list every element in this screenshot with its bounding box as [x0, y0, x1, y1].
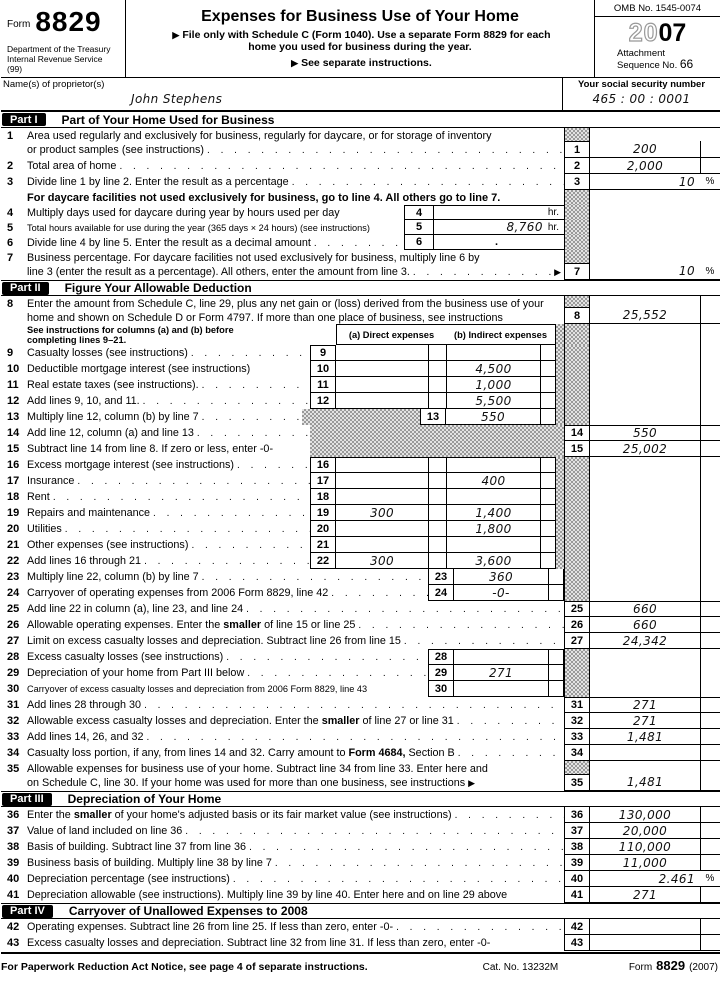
- part-2-tag: Part II: [2, 282, 49, 295]
- line-4-number: 4: [7, 206, 14, 219]
- line-23-value-field[interactable]: 360: [454, 569, 548, 585]
- form-line-39: [1, 855, 720, 871]
- line-13-number: 13: [7, 411, 20, 423]
- line-35-cents-field[interactable]: [700, 774, 720, 791]
- line-9-indirect-field[interactable]: [446, 345, 540, 361]
- daycare-note-row: [1, 190, 720, 205]
- line-7-number: 7: [7, 252, 14, 264]
- line-30-value-field[interactable]: [454, 681, 548, 697]
- line-29-number: 29: [7, 667, 20, 679]
- line-43-number: 43: [7, 937, 20, 949]
- line-28-box: 28: [428, 649, 454, 665]
- form-line-6: [1, 235, 720, 250]
- form-line-2: [1, 158, 720, 174]
- line-38-box: 38: [564, 839, 590, 855]
- line-18-number: 18: [7, 491, 20, 503]
- form-line-22: [1, 553, 720, 569]
- line-31-box: 31: [564, 697, 590, 713]
- line-22-indirect-field[interactable]: 3,600: [446, 553, 540, 569]
- line-25-box: 25: [564, 601, 590, 617]
- form-line-33: [1, 729, 720, 745]
- line-26-value-field[interactable]: 660: [590, 617, 700, 633]
- line-18-box: 18: [310, 489, 336, 505]
- see-instructions-note: See instructions for columns (a) and (b) before completing lines 9–21.: [27, 324, 234, 345]
- line-41-desc: Depreciation allowable (see instructions). Multiply line 39 by line 40. Enter here and on line 29 above: [27, 889, 508, 901]
- line-40-value-field[interactable]: 2.461: [590, 871, 700, 887]
- line-33-cents-field[interactable]: [700, 729, 720, 745]
- line-3-desc: Divide line 1 by line 2. Enter the result as a percentage . . .: [27, 176, 564, 188]
- line-14-number: 14: [7, 427, 20, 439]
- form-line-21: [1, 537, 720, 553]
- form-line-34: [1, 745, 720, 761]
- line-36-desc: Enter the smaller of your home's adjusted basis or its fair market value (see instructions) . . .: [27, 809, 564, 821]
- line-42-desc: Operating expenses. Subtract line 26 from line 25. If less than zero, enter -0- . . .: [27, 921, 564, 933]
- form-line-37: [1, 823, 720, 839]
- line-31-cents-field[interactable]: [700, 697, 720, 713]
- line-15-box: 15: [564, 441, 590, 457]
- form-line-10: [1, 361, 720, 377]
- line-15-value-field[interactable]: 25,002: [590, 441, 700, 457]
- line-26-desc: Allowable operating expenses. Enter the smaller of line 15 or line 25 . . .: [27, 619, 564, 631]
- line-26-number: 26: [7, 619, 20, 631]
- line-14-desc: Add line 12, column (a) and line 13 . . .: [27, 427, 310, 439]
- line-17-box: 17: [310, 473, 336, 489]
- line-25-desc: Add line 22 in column (a), line 23, and line 24 . . .: [27, 603, 564, 615]
- line-10-indirect-field[interactable]: 4,500: [446, 361, 540, 377]
- line-21-indirect-field[interactable]: [446, 537, 540, 553]
- line-25-value-field[interactable]: 660: [590, 601, 700, 617]
- form-line-40: [1, 871, 720, 887]
- line-19-indirect-field[interactable]: 1,400: [446, 505, 540, 521]
- line-27-box: 27: [564, 633, 590, 649]
- part-4-header: [1, 903, 720, 919]
- expense-column-headers: [336, 324, 556, 345]
- line-19-number: 19: [7, 507, 20, 519]
- line-7-desc: Business percentage. For daycare facilities not used exclusively for business, multiply line 6 by line 3 (enter the result as a percentage). All others, enter the amount from line 3. . . . ▶: [27, 250, 564, 280]
- line-3-box: 3: [564, 174, 590, 190]
- line-29-box: 29: [428, 665, 454, 681]
- line-16-box: 16: [310, 457, 336, 473]
- line-19-desc: Repairs and maintenance . . .: [27, 507, 310, 519]
- dept-line1: Department of the Treasury: [7, 44, 111, 54]
- line-8-cents-field[interactable]: [700, 307, 720, 324]
- line-5-number: 5: [7, 221, 14, 234]
- line-2-number: 2: [7, 160, 14, 172]
- line-14-value-field[interactable]: 550: [590, 425, 700, 441]
- line-24-number: 24: [7, 587, 20, 599]
- line-6-number: 6: [7, 236, 14, 249]
- line-27-desc: Limit on excess casualty losses and depreciation. Subtract line 26 from line 15 . . .: [27, 635, 564, 647]
- line-2-cents-field[interactable]: [700, 158, 720, 174]
- ssn-label: Your social security number: [577, 79, 706, 90]
- part-3-header: [1, 791, 720, 807]
- line-15-cents-field[interactable]: [700, 441, 720, 457]
- line-38-value-field[interactable]: 110,000: [590, 839, 700, 855]
- line-31-desc: Add lines 28 through 30 . . .: [27, 699, 564, 711]
- line-10-direct-field[interactable]: [336, 361, 428, 377]
- line-40-box: 40: [564, 871, 590, 887]
- form-line-30: [1, 681, 720, 697]
- line-37-number: 37: [7, 825, 20, 837]
- form-line-27: [1, 633, 720, 649]
- arrow-icon: ▶: [554, 267, 561, 277]
- line-5-desc: Total hours available for use during the year (365 days × 24 hours) (see instructions): [27, 222, 370, 233]
- line-17-desc: Insurance . . .: [27, 475, 310, 487]
- line-19-box: 19: [310, 505, 336, 521]
- form-title-block: [126, 0, 594, 77]
- line-6-value-field[interactable]: .: [434, 235, 564, 250]
- line-14-cents-field[interactable]: [700, 425, 720, 441]
- line-34-value-field[interactable]: [590, 745, 700, 761]
- form-line-43: [1, 935, 720, 951]
- form-footer: [1, 952, 720, 973]
- line-25-cents-field[interactable]: [700, 601, 720, 617]
- form-line-19: [1, 505, 720, 521]
- form-line-23: [1, 569, 720, 585]
- form-line-12: [1, 393, 720, 409]
- line-21-box: 21: [310, 537, 336, 553]
- line-11-indirect-field[interactable]: 1,000: [446, 377, 540, 393]
- form-line-4: [1, 205, 720, 220]
- line-24-value-field[interactable]: -0-: [454, 585, 548, 601]
- line-9-box: 9: [310, 345, 336, 361]
- line-33-desc: Add lines 14, 26, and 32 . . .: [27, 731, 564, 743]
- line-33-box: 33: [564, 729, 590, 745]
- line-9-desc: Casualty losses (see instructions) . . .: [27, 347, 310, 359]
- line-12-number: 12: [7, 395, 20, 407]
- line-13-box: 13: [420, 409, 446, 425]
- line-28-number: 28: [7, 651, 20, 663]
- part-2-title: Figure Your Allowable Deduction: [64, 281, 252, 295]
- line-11-direct-field[interactable]: [336, 377, 428, 393]
- line-43-value-field[interactable]: [590, 935, 700, 951]
- form-line-3: [1, 174, 720, 190]
- line-8-number: 8: [7, 298, 14, 310]
- form-line-42: [1, 919, 720, 935]
- line-36-number: 36: [7, 809, 20, 821]
- line-43-cents-field[interactable]: [700, 935, 720, 951]
- line-13-value-field[interactable]: 550: [446, 409, 540, 425]
- line-20-indirect-field[interactable]: 1,800: [446, 521, 540, 537]
- form-number-block: [1, 0, 126, 77]
- line-34-box: 34: [564, 745, 590, 761]
- form-line-8: [1, 296, 720, 324]
- line-14-box: 14: [564, 425, 590, 441]
- line-23-number: 23: [7, 571, 20, 583]
- line-24-box: 24: [428, 585, 454, 601]
- tax-year: 20 07: [628, 19, 687, 47]
- expense-column-headers-row: [1, 324, 720, 345]
- line-31-value-field[interactable]: 271: [590, 697, 700, 713]
- line-20-number: 20: [7, 523, 20, 535]
- form-line-31: [1, 697, 720, 713]
- form-title: Expenses for Business Use of Your Home: [201, 8, 519, 25]
- form-line-14: [1, 425, 720, 441]
- line-29-value-field[interactable]: 271: [454, 665, 548, 681]
- line-11-desc: Real estate taxes (see instructions). . . .: [27, 379, 310, 391]
- line-17-direct-field[interactable]: [336, 473, 428, 489]
- line-11-box: 11: [310, 377, 336, 393]
- line-1-cents-field[interactable]: [700, 141, 720, 158]
- line-16-direct-field[interactable]: [336, 457, 428, 473]
- proprietor-label: Name(s) of proprietor(s): [3, 79, 105, 90]
- direct-expenses-header: (a) Direct expenses: [348, 329, 435, 340]
- line-15-desc: Subtract line 14 from line 8. If zero or less, enter -0-: [27, 443, 274, 455]
- line-40-percent-sign: %: [700, 871, 720, 887]
- ssn-box: [562, 78, 720, 110]
- line-36-cents-field[interactable]: [700, 807, 720, 823]
- line-32-cents-field[interactable]: [700, 713, 720, 729]
- line-16-number: 16: [7, 459, 20, 471]
- attachment-sequence: Attachment Sequence No. 66: [617, 48, 694, 71]
- form-line-7: [1, 250, 720, 280]
- line-41-cents-field[interactable]: [700, 887, 720, 903]
- line-39-desc: Business basis of building. Multiply line 38 by line 7 . . .: [27, 857, 564, 869]
- line-40-number: 40: [7, 873, 20, 885]
- line-1-desc: Area used regularly and exclusively for business, regularly for daycare, or for storage of inventory or product samples (see instructions) . . .: [27, 128, 564, 158]
- line-31-number: 31: [7, 699, 20, 711]
- line-1-box: 1: [564, 141, 590, 158]
- line-37-desc: Value of land included on line 36 . . .: [27, 825, 564, 837]
- line-20-box: 20: [310, 521, 336, 537]
- line-32-number: 32: [7, 715, 20, 727]
- line-6-desc: Divide line 4 by line 5. Enter the result as a decimal amount . . .: [27, 237, 404, 249]
- line-18-desc: Rent . . .: [27, 491, 310, 503]
- line-37-cents-field[interactable]: [700, 823, 720, 839]
- line-10-desc: Deductible mortgage interest (see instructions): [27, 363, 251, 375]
- dept-line2: Internal Revenue Service (99): [7, 54, 111, 74]
- line-39-cents-field[interactable]: [700, 855, 720, 871]
- line-34-number: 34: [7, 747, 20, 759]
- line-36-box: 36: [564, 807, 590, 823]
- line-40-desc: Depreciation percentage (see instructions) . . .: [27, 873, 564, 885]
- form-line-18: [1, 489, 720, 505]
- line-23-desc: Multiply line 22, column (b) by line 7 . . .: [27, 571, 428, 583]
- line-30-desc: Carryover of excess casualty losses and depreciation from 2006 Form 8829, line 43: [27, 684, 368, 694]
- form-header: [1, 0, 720, 78]
- form-line-35: [1, 761, 720, 791]
- part-3-title: Depreciation of Your Home: [67, 792, 222, 806]
- line-30-box: 30: [428, 681, 454, 697]
- line-22-box: 22: [310, 553, 336, 569]
- line-42-box: 42: [564, 919, 590, 935]
- paperwork-notice: For Paperwork Reduction Act Notice, see page 4 of separate instructions.: [1, 961, 368, 973]
- line-7-value-field[interactable]: 10: [590, 263, 700, 280]
- part-1-header: [1, 112, 720, 128]
- line-2-value-field[interactable]: 2,000: [590, 158, 700, 174]
- line-38-desc: Basis of building. Subtract line 37 from line 36 . . .: [27, 841, 564, 853]
- form-subtitle: ▶ File only with Schedule C (Form 1040). Use a separate Form 8829 for each home you used for business during the year.: [172, 29, 551, 53]
- line-12-direct-field[interactable]: [336, 393, 428, 409]
- line-17-number: 17: [7, 475, 20, 487]
- line-28-value-field[interactable]: [454, 649, 548, 665]
- line-4-box: 4: [404, 205, 434, 220]
- part-1-tag: Part I: [2, 113, 46, 126]
- form-line-20: [1, 521, 720, 537]
- line-43-desc: Excess casualty losses and depreciation. Subtract line 32 from line 31. If less than zero, enter -0-: [27, 937, 491, 949]
- form-line-16: [1, 457, 720, 473]
- line-3-value-field[interactable]: 10: [590, 174, 700, 190]
- line-39-value-field[interactable]: 11,000: [590, 855, 700, 871]
- part-3-tag: Part III: [2, 793, 52, 806]
- line-4-desc: Multiply days used for daycare during year by hours used per day: [27, 206, 340, 219]
- form-line-11: [1, 377, 720, 393]
- line-26-box: 26: [564, 617, 590, 633]
- form-line-13: [1, 409, 720, 425]
- line-39-box: 39: [564, 855, 590, 871]
- line-20-desc: Utilities . . .: [27, 523, 310, 535]
- form-line-24: [1, 585, 720, 601]
- line-11-number: 11: [7, 379, 19, 391]
- line-42-cents-field[interactable]: [700, 919, 720, 935]
- line-41-number: 41: [7, 889, 20, 901]
- line-13-desc: Multiply line 12, column (b) by line 7 . . .: [27, 411, 302, 423]
- line-4-value-field[interactable]: hr.: [434, 205, 564, 220]
- line-28-desc: Excess casualty losses (see instructions) . . .: [27, 651, 428, 663]
- line-36-value-field[interactable]: 130,000: [590, 807, 700, 823]
- line-27-value-field[interactable]: 24,342: [590, 633, 700, 649]
- line-9-direct-field[interactable]: [336, 345, 428, 361]
- line-8-box: 8: [564, 307, 590, 324]
- part-1-title: Part of Your Home Used for Business: [61, 112, 275, 127]
- line-34-cents-field[interactable]: [700, 745, 720, 761]
- line-23-box: 23: [428, 569, 454, 585]
- line-39-number: 39: [7, 857, 20, 869]
- line-22-number: 22: [7, 555, 20, 567]
- line-18-indirect-field[interactable]: [446, 489, 540, 505]
- line-3-percent-sign: %: [700, 174, 720, 190]
- line-30-number: 30: [7, 683, 20, 695]
- line-9-number: 9: [7, 347, 14, 359]
- line-37-value-field[interactable]: 20,000: [590, 823, 700, 839]
- form-line-28: [1, 649, 720, 665]
- arrow-icon: ▶: [291, 58, 299, 68]
- line-2-box: 2: [564, 158, 590, 174]
- line-22-desc: Add lines 16 through 21 . . .: [27, 555, 310, 567]
- line-22-direct-field[interactable]: 300: [336, 553, 428, 569]
- line-18-direct-field[interactable]: [336, 489, 428, 505]
- line-10-number: 10: [7, 363, 20, 375]
- line-32-desc: Allowable excess casualty losses and depreciation. Enter the smaller of line 27 or line 31 . . .: [27, 715, 564, 727]
- line-29-desc: Depreciation of your home from Part III below . . .: [27, 667, 428, 679]
- line-7-box: 7: [564, 263, 590, 280]
- line-20-direct-field[interactable]: [336, 521, 428, 537]
- line-3-number: 3: [7, 176, 14, 188]
- form-line-32: [1, 713, 720, 729]
- line-15-number: 15: [7, 443, 20, 455]
- omb-year-block: [594, 0, 720, 77]
- line-21-number: 21: [7, 539, 20, 551]
- catalog-number: Cat. No. 13232M: [482, 962, 559, 973]
- line-8-desc: Enter the amount from Schedule C, line 29, plus any net gain or (loss) derived from the business use of your home and shown on Schedule D or Form 4797. If more than one place of business, see instructions: [27, 298, 544, 324]
- arrow-icon: ▶: [172, 30, 180, 40]
- line-1-value-field[interactable]: 200: [590, 141, 700, 158]
- form-line-29: [1, 665, 720, 681]
- line-7-percent-sign: %: [700, 263, 720, 280]
- line-1-number: 1: [7, 130, 14, 142]
- form-line-41: [1, 887, 720, 903]
- line-33-value-field[interactable]: 1,481: [590, 729, 700, 745]
- arrow-icon: ▶: [468, 778, 476, 788]
- line-16-desc: Excess mortgage interest (see instructions) . . .: [27, 459, 310, 471]
- form-line-1: [1, 128, 720, 158]
- line-27-cents-field[interactable]: [700, 633, 720, 649]
- line-37-box: 37: [564, 823, 590, 839]
- line-12-box: 12: [310, 393, 336, 409]
- line-38-cents-field[interactable]: [700, 839, 720, 855]
- form-line-38: [1, 839, 720, 855]
- line-10-box: 10: [310, 361, 336, 377]
- proprietor-row: [1, 78, 720, 112]
- line-19-direct-field[interactable]: 300: [336, 505, 428, 521]
- indirect-expenses-header: (b) Indirect expenses: [454, 329, 547, 340]
- part-4-title: Carryover of Unallowed Expenses to 2008: [68, 904, 308, 918]
- line-8-value-field[interactable]: 25,552: [590, 307, 700, 324]
- line-34-desc: Casualty loss portion, if any, from lines 14 and 32. Carry amount to Form 4684, Section B . . .: [27, 747, 564, 759]
- form-number: 8829: [35, 6, 102, 37]
- part-4-tag: Part IV: [2, 905, 53, 918]
- line-5-value-field[interactable]: 8,760 hr.: [434, 220, 564, 235]
- line-42-number: 42: [7, 921, 20, 933]
- proprietor-name-field[interactable]: John Stephens: [131, 92, 223, 106]
- see-instructions: ▶ See separate instructions.: [291, 57, 432, 69]
- line-21-direct-field[interactable]: [336, 537, 428, 553]
- line-41-value-field[interactable]: 271: [590, 887, 700, 903]
- line-21-desc: Other expenses (see instructions) . . .: [27, 539, 310, 551]
- line-16-indirect-field[interactable]: [446, 457, 540, 473]
- line-33-number: 33: [7, 731, 20, 743]
- omb-number: OMB No. 1545-0074: [595, 0, 720, 17]
- line-27-number: 27: [7, 635, 20, 647]
- line-43-box: 43: [564, 935, 590, 951]
- line-6-box: 6: [404, 235, 434, 250]
- line-35-box: 35: [564, 774, 590, 791]
- form-line-26: [1, 617, 720, 633]
- form-line-15: [1, 441, 720, 457]
- form-line-36: [1, 807, 720, 823]
- line-12-desc: Add lines 9, 10, and 11. . . .: [27, 395, 310, 407]
- line-5-box: 5: [404, 220, 434, 235]
- line-12-indirect-field[interactable]: 5,500: [446, 393, 540, 409]
- line-32-box: 32: [564, 713, 590, 729]
- line-17-indirect-field[interactable]: 400: [446, 473, 540, 489]
- form-line-5: [1, 220, 720, 235]
- line-35-desc: Allowable expenses for business use of your home. Subtract line 34 from line 33. Enter here and on Schedule C, line 30. If your home was used for more than one business, see instructions ▶: [27, 763, 488, 789]
- line-35-value-field[interactable]: 1,481: [590, 774, 700, 791]
- form-word: Form: [7, 19, 31, 30]
- line-2-desc: Total area of home . . .: [27, 160, 564, 172]
- line-24-desc: Carryover of operating expenses from 2006 Form 8829, line 42 . . .: [27, 587, 428, 599]
- daycare-note: For daycare facilities not used exclusively for business, go to line 4. All others go to line 7.: [27, 191, 501, 204]
- line-26-cents-field[interactable]: [700, 617, 720, 633]
- form-line-17: [1, 473, 720, 489]
- line-38-number: 38: [7, 841, 20, 853]
- form-footer-id: Form 8829 (2007): [628, 958, 718, 973]
- line-32-value-field[interactable]: 271: [590, 713, 700, 729]
- line-35-number: 35: [7, 763, 20, 775]
- line-41-box: 41: [564, 887, 590, 903]
- ssn-field[interactable]: 465 : 00 : 0001: [592, 92, 691, 106]
- line-42-value-field[interactable]: [590, 919, 700, 935]
- line-25-number: 25: [7, 603, 20, 615]
- form-line-25: [1, 601, 720, 617]
- part-2-header: [1, 280, 720, 296]
- form-line-9: [1, 345, 720, 361]
